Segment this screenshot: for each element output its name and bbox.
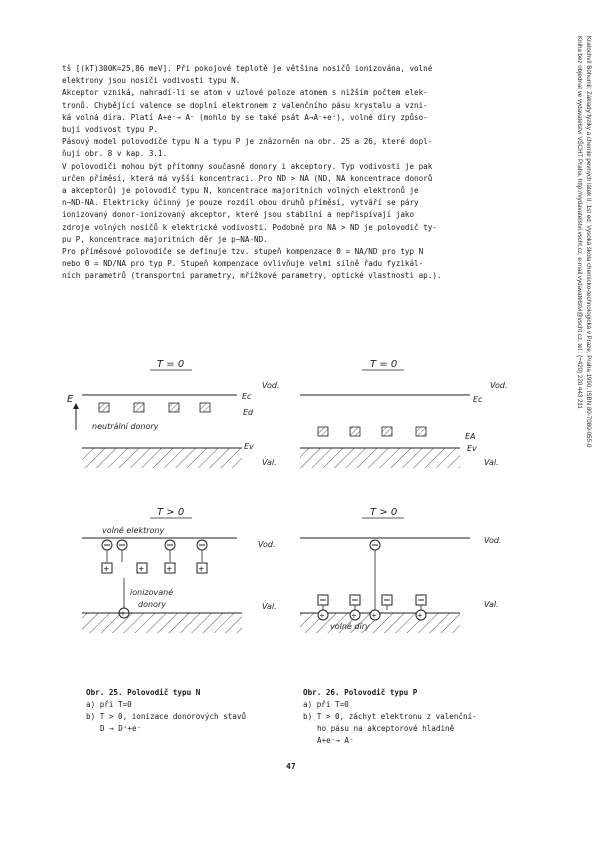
body-line: a akceptorů) je polovodič typu N, koncentrace majoritních volných elektronů je (62, 186, 419, 196)
valence-band (82, 613, 242, 633)
body-line: určen příměsí, která má vyšší koncentraci. Pro ND > NA (ND, NA koncentrace donorů (62, 173, 433, 183)
neutral-donor (99, 403, 109, 412)
fig26-t0-label: T = 0 (370, 359, 398, 370)
body-line: Akceptor vzniká, nahradí-li se atom v uzlové poloze atomem s nižším počtem elek- (62, 88, 428, 98)
ev-label: Ev (244, 442, 254, 451)
svg-text:+: + (103, 564, 109, 575)
ionized-donor (137, 563, 147, 575)
body-line: elektrony jsou nosiči vodivosti typu N. (62, 76, 241, 86)
ionized-acceptor (318, 595, 328, 605)
svg-text:+: + (351, 611, 357, 620)
svg-text:+: + (371, 611, 377, 620)
free-electron (165, 540, 175, 550)
neutral-acceptor (350, 427, 360, 436)
caption-title: Obr. 26. Polovodič typu P (303, 688, 418, 697)
fig26-tgt-label: T > 0 (370, 507, 398, 518)
ed-label: Ed (243, 408, 254, 417)
hole (318, 610, 328, 620)
body-line: n~ND-NA. Elektricky účinný je pouze rozdíl obou druhů příměsí, vytváří se páry (62, 198, 419, 208)
caption-fig25 (86, 687, 246, 735)
side-credit (575, 36, 593, 636)
free-electron (117, 540, 127, 550)
caption-line: a) při T=0 (86, 700, 132, 709)
figure-25-n-type (62, 355, 302, 635)
caption-line: ho pásu na akceptorové hladině (317, 724, 455, 733)
caption-line: b) T > 0, záchyt elektronu z valenční- (303, 712, 477, 721)
body-line: ká volná díra. Platí A+e⁻→ A⁻ (mohlo by se také psát A→A⁻+e⁺), volné díry způso- (62, 112, 428, 122)
body-line: ňují obr. 8 v kap. 3.1. (62, 149, 168, 159)
svg-text:+: + (198, 564, 204, 575)
valence-band-label: Val. (484, 458, 499, 467)
ionized-acceptor (382, 595, 392, 605)
body-line: pu P, koncentrace majoritních děr je p~NA-ND. (62, 234, 268, 244)
ec-label: Ec (242, 392, 252, 401)
body-text (62, 63, 562, 283)
svg-text:+: + (138, 564, 144, 575)
free-electrons-label: volné elektrony (102, 526, 165, 535)
ec-label: Ec (473, 395, 483, 404)
neutral-acceptor (382, 427, 392, 436)
body-line: Pro příměsové polovodiče se definuje tzv. stupeň kompenzace Θ = NA/ND pro typ N (62, 247, 424, 257)
ea-label: EA (465, 432, 476, 441)
body-line: zdroje volných nosičů k elektrické vodivosti. Podobně pro NA > ND je polovodič ty- (62, 222, 437, 232)
valence-band (82, 448, 242, 468)
conduction-band-label: Vod. (484, 536, 502, 545)
svg-text:+: + (166, 564, 172, 575)
body-line: tš [(kT)300K=25,86 meV]. Při pokojové teplotě je většina nosičů ionizována, volné (62, 64, 433, 73)
conduction-band-label: Vod. (490, 381, 508, 390)
donors-label: donory (138, 600, 166, 609)
neutral-donor (134, 403, 144, 412)
ionized-donor (165, 563, 175, 575)
ev-label: Ev (467, 444, 477, 453)
conduction-band-label: Vod. (258, 540, 276, 549)
caption-fig26 (303, 687, 477, 747)
caption-line: D → D⁺+e⁻ (100, 724, 142, 733)
page-number: 47 (286, 762, 296, 771)
energy-arrow-head (73, 403, 79, 409)
body-line: bují vodivost typu P. (62, 125, 159, 135)
fig25-tgt-label: T > 0 (157, 507, 185, 518)
neutral-donors-label: neutrální donory (92, 422, 159, 431)
free-electron (102, 540, 112, 550)
body-line: tronů. Chybějící valence se doplní elektronem z valenčního pásu krystalu a vzni- (62, 100, 428, 110)
hole (416, 610, 426, 620)
valence-band-label: Val. (262, 602, 277, 611)
credit-line: Kniha bez objednat ve vydavatelství VŠCHT Praha, http://vydavatelstvi.vscht.cz, e-mail vydavatelstvi@vscht.cz, tel.: (+420) 220 443 211 (576, 36, 583, 409)
free-electron (197, 540, 207, 550)
neutral-donor (169, 403, 179, 412)
valence-band-label: Val. (484, 600, 499, 609)
neutral-acceptor (318, 427, 328, 436)
neutral-donor (200, 403, 210, 412)
valence-band (300, 448, 460, 468)
body-line: ionizovaný donor-ionizovaný akceptor, které jsou stabilní a nepřispívají jako (62, 210, 415, 220)
ionized-label: ionizované (130, 588, 174, 597)
figure-26-p-type (300, 355, 540, 635)
valence-band-label: Val. (262, 458, 277, 467)
conduction-band-label: Vod. (262, 381, 280, 390)
hole (350, 610, 360, 620)
neutral-acceptor (416, 427, 426, 436)
fig25-t0-label: T = 0 (157, 359, 185, 370)
hole (370, 610, 380, 620)
body-line: nebo Θ = ND/NA pro typ P. Stupeň kompenzace ovlivňuje velmi silně řadu fyzikál- (62, 259, 424, 269)
caption-line: A+e⁻→ A⁻ (317, 736, 354, 745)
body-line: ních parametrů (transportní parametry, mřížkové parametry, optické vlastnosti ap.). (62, 271, 442, 281)
svg-text:+: + (417, 611, 423, 620)
body-line: V polovodiči mohou být přítomny současně donory i akceptory. Typ vodivosti je pak (62, 161, 433, 171)
caption-title: Obr. 25. Polovodič typu N (86, 688, 201, 697)
ionized-acceptor (416, 595, 426, 605)
ionized-donor (197, 563, 207, 575)
caption-line: b) T > 0, ionizace donorových stavů (86, 712, 247, 721)
ionized-acceptor (350, 595, 360, 605)
credit-line: Kratochvíl Bohumil: Základy fyziky a chemie pevných látek II, 1st ed. Vysoká škola chemicko-technologická v Praze, Praha 1990, ISBN 80-7080-055-0 (585, 36, 592, 448)
free-electron (370, 540, 380, 550)
caption-line: a) při T=0 (303, 700, 349, 709)
svg-text:+: + (319, 611, 325, 620)
energy-axis-label: E (67, 394, 74, 405)
ionized-donor (102, 563, 112, 575)
body-line: Pásový model polovodiče typu N a typu P je znázorněn na obr. 25 a 26, které dopl- (62, 137, 433, 147)
free-holes-label: volné díry (330, 622, 370, 631)
